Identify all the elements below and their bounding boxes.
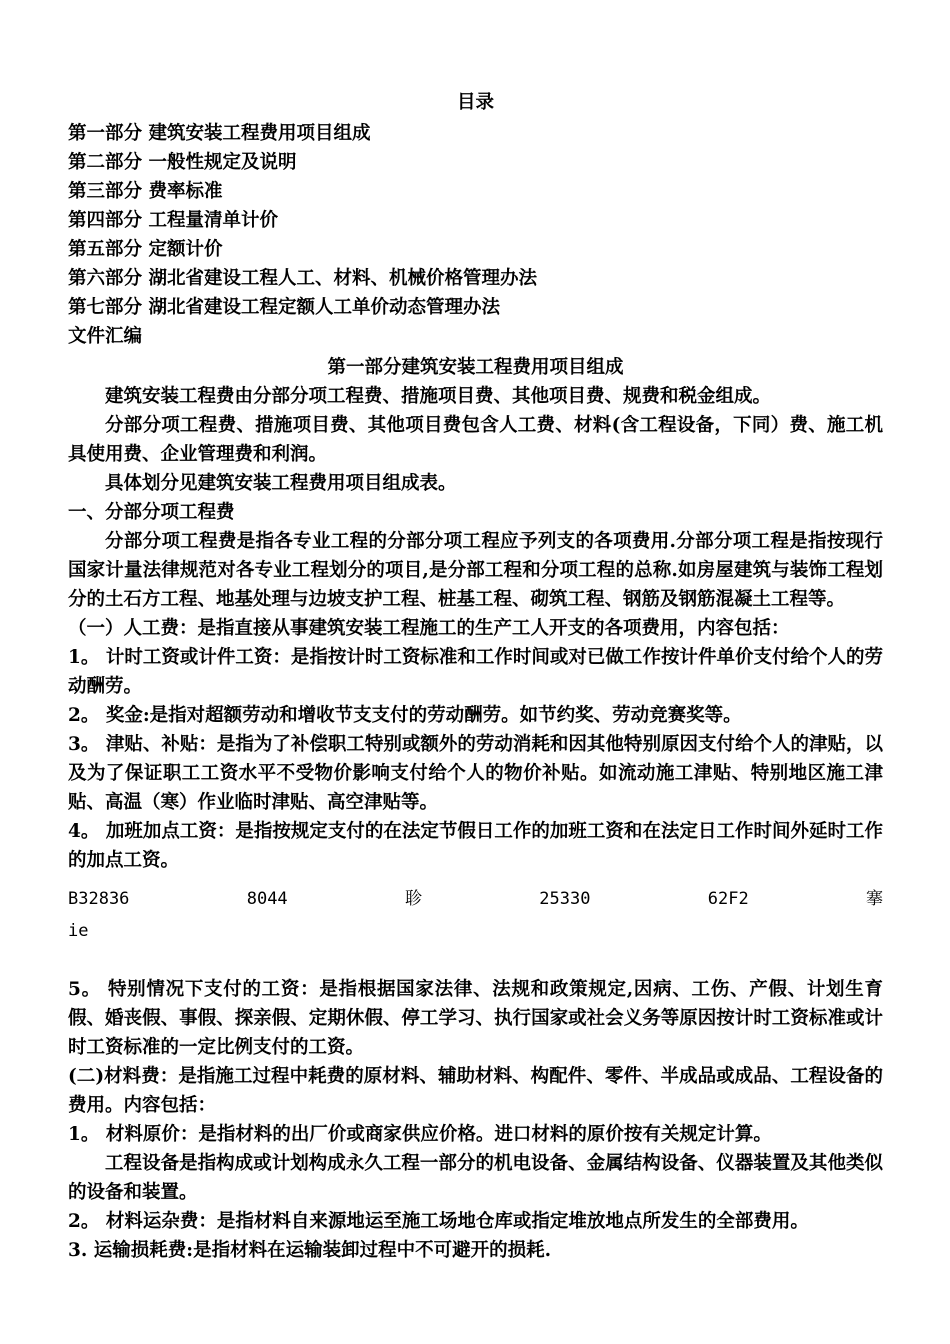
subsection-heading: (二)材料费：是指施工过程中耗费的原材料、辅助材料、构配件、零件、半成品或成品、工程设备的费用。内容包括：: [68, 1066, 883, 1116]
list-item: 1。 材料原价：是指材料的出厂价或商家供应价格。进口材料的原价按有关规定计算。: [68, 1124, 772, 1145]
section-heading: 一、分部分项工程费: [68, 502, 235, 523]
paragraph: 分部分项工程费、措施项目费、其他项目费包含人工费、材料(含工程设备，下同）费、施工机具使用费、企业管理费和利润。: [68, 415, 883, 465]
toc-title: 目录: [456, 92, 494, 113]
part1-title: 第一部分建筑安装工程费用项目组成: [327, 357, 624, 378]
code-cell: 62F2: [707, 889, 749, 909]
paragraph: 建筑安装工程费由分部分项工程费、措施项目费、其他项目费、规费和税金组成。: [105, 386, 772, 407]
list-item: 2。 材料运杂费：是指材料自来源地运至施工场地仓库或指定堆放地点所发生的全部费用。: [68, 1211, 809, 1232]
document-page: [68, 88, 883, 1265]
code-row-continuation: ie: [68, 921, 89, 941]
list-item: 1。 计时工资或计件工资：是指按计时工资标准和工作时间或对已做工作按计件单价支付给个人的劳动酬劳。: [68, 647, 883, 697]
toc-item-1: 第一部分 建筑安装工程费用项目组成: [68, 123, 371, 144]
code-cell: 聄: [404, 889, 422, 909]
paragraph: 工程设备是指构成或计划构成永久工程一部分的机电设备、金属结构设备、仪器装置及其他类似的设备和装置。: [68, 1153, 883, 1203]
paragraph: 分部分项工程费是指各专业工程的分部分项工程应予列支的各项费用.分部分项工程是指按现行国家计量法律规范对各专业工程划分的项目,是分部工程和分项工程的总称.如房屋建筑与装饰工程划分的土石方工程、地基处理与边坡支护工程、桩基工程、砌筑工程、钢筋及钢筋混凝土工程等。: [68, 531, 883, 610]
list-item: 2。 奖金:是指对超额劳动和增收节支支付的劳动酬劳。如节约奖、劳动竞赛奖等。: [68, 705, 742, 726]
code-cell: 搴: [866, 889, 883, 909]
code-row: [68, 883, 883, 915]
code-cell: 25330: [539, 889, 591, 909]
code-cell: B32836: [68, 889, 130, 909]
toc-item-3: 第三部分 费率标准: [68, 181, 223, 202]
list-item: 4。 加班加点工资：是指按规定支付的在法定节假日工作的加班工资和在法定日工作时间外延时工作的加点工资。: [68, 821, 883, 871]
toc-item-2: 第二部分 一般性规定及说明: [68, 152, 297, 173]
list-item: 3. 运输损耗费:是指材料在运输装卸过程中不可避开的损耗.: [68, 1240, 552, 1261]
code-cell: 8044: [246, 889, 288, 909]
toc-item-6: 第六部分 湖北省建设工程人工、材料、机械价格管理办法: [68, 268, 537, 289]
paragraph: 具体划分见建筑安装工程费用项目组成表。: [105, 473, 457, 494]
toc-item-5: 第五部分 定额计价: [68, 239, 223, 260]
toc-item-4: 第四部分 工程量清单计价: [68, 210, 278, 231]
toc-item-7: 第七部分 湖北省建设工程定额人工单价动态管理办法: [68, 297, 500, 318]
subsection-heading: （一）人工费：是指直接从事建筑安装工程施工的生产工人开支的各项费用，内容包括：: [68, 618, 790, 639]
toc-item-8: 文件汇编: [68, 326, 143, 347]
list-item: 5。 特别情况下支付的工资：是指根据国家法律、法规和政策规定,因病、工伤、产假、计划生育假、婚丧假、事假、探亲假、定期休假、停工学习、执行国家或社会义务等原因按计时工资标准或计时工资标准的一定比例支付的工资。: [68, 979, 883, 1058]
list-item: 3。 津贴、补贴：是指为了补偿职工特别或额外的劳动消耗和因其他特别原因支付给个人的津贴，以及为了保证职工工资水平不受物价影响支付给个人的物价补贴。如流动施工津贴、特别地区施工津贴、高温（寒）作业临时津贴、高空津贴等。: [68, 734, 883, 813]
